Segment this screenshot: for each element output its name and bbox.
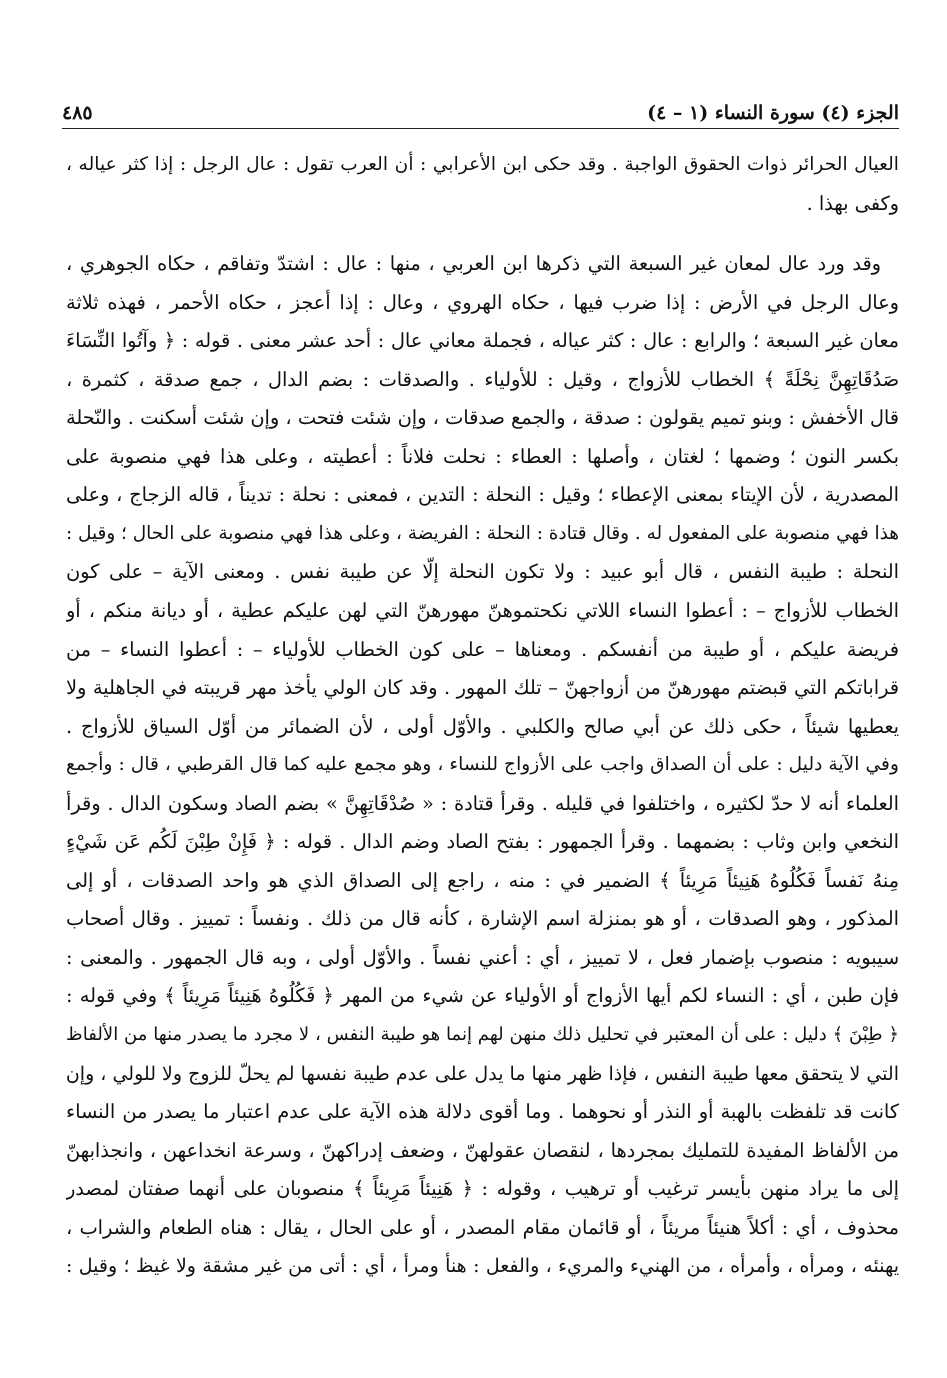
text-line: من الألفاظ المفيدة للتمليك بمجردها ، لنقصان عقولهنّ ، وضعف إدراكهنّ ، وسرعة انخداعهن ، وانجذابهنّ: [66, 1138, 899, 1162]
text-line: إلى ما يراد منهن بأيسر ترغيب أو ترهيب ، وقوله : ﴿ هَنِيئاً مَرِيئاً ﴾ منصوبان على أنهما صفتان لمصدر: [66, 1177, 899, 1201]
text-line: محذوف ، أي : أكلاً هنيئاً مريئاً ، أو قائمان مقام المصدر ، أو على الحال ، يقال : هناه الطعام والشراب ،: [66, 1215, 899, 1239]
text-line: معان غير السبعة ؛ والرابع : عال : كثر عياله ، فجملة معاني عال : أحد عشر معنى . قوله : ﴿ وآتُوا النِّسَاءَ: [66, 329, 899, 353]
text-line: النحلة : طيبة النفس ، قال أبو عبيد : ولا تكون النحلة إلّا عن طيبة نفس . ومعنى الآية – على كون: [66, 560, 899, 584]
text-line: مِنهُ نَفساً فَكُلُوهُ هَنِيئاً مَرِيئاً ﴾ الضمير في : منه ، راجع إلى الصداق الذي هو واحد الصدقات ، أو إلى: [66, 868, 899, 892]
text-line: وكفى بهذا .: [806, 191, 899, 215]
text-line: ﴿ طِبْنَ ﴾ دليل : على أن المعتبر في تحليل ذلك منهن لهم إنما هو طيبة النفس ، لا مجرد ما يصدر منها من الألفاظ: [66, 1024, 899, 1046]
page-number: ٤٨٥: [62, 102, 93, 124]
body-text: [66, 146, 899, 1286]
text-line: كانت قد تلفظت بالهبة أو النذر أو نحوهما . وما أقوى دلالة هذه الآية على عدم اعتبار ما يصدر من النساء: [66, 1100, 899, 1124]
text-line: المذكور ، وهو الصدقات ، أو هو بمنزلة اسم الإشارة ، كأنه قال من ذلك . ونفساً : تمييز . وقال أصحاب: [66, 907, 899, 931]
text-line: وقد ورد عال لمعان غير السبعة التي ذكرها ابن العربي ، منها : عال : اشتدّ وتفاقم ، حكاه الجوهري ،: [66, 252, 881, 276]
text-line: قراباتكم التي قبضتم مهورهنّ من أزواجهنّ – تلك المهور . وقد كان الولي يأخذ مهر قريبته في الجاهلية ولا: [66, 676, 899, 700]
text-line: وعال الرجل في الأرض : إذا ضرب فيها ، حكاه الهروي ، وعال : إذا أعجز ، حكاه الأحمر ، فهذه ثلاثة: [66, 290, 899, 314]
running-title: الجزء (٤) سورة النساء (١ – ٤): [647, 102, 899, 124]
text-line: العلماء أنه لا حدّ لكثيره ، واختلفوا في قليله . وقرأ قتادة : « صُدْقَاتِهِنَّ » بضم الصاد وسكون الدال . وقرأ: [66, 791, 899, 815]
text-line: فريضة عليكم ، أو طيبة من أنفسكم . ومعناها – على كون الخطاب للأولياء – : أعطوا النساء – من: [66, 637, 899, 661]
text-line: سيبويه : منصوب بإضمار فعل ، لا تمييز ، أي : أعني نفساً . والأوّل أولى ، وبه قال الجمهور . والمعنى :: [66, 945, 899, 969]
text-line: يعطيها شيئاً ، حكى ذلك عن أبي صالح والكلبي . والأوّل أولى ، لأن الضمائر من أوّل السياق للأزواج .: [66, 714, 899, 738]
header-divider: [62, 128, 899, 129]
text-line: فإن طبن ، أي : النساء لكم أيها الأزواج أو الأولياء عن شيء من المهر ﴿ فَكُلُوهُ هَنِيئاً مَرِيئاً ﴾ وفي قوله :: [66, 984, 899, 1008]
text-line: هذا فهي منصوبة على المفعول له . وقال قتادة : النحلة : الفريضة ، وعلى هذا فهي منصوبة على الحال ؛ وقيل :: [66, 522, 899, 544]
text-line: الخطاب للأزواج – : أعطوا النساء اللاتي نكحتموهنّ مهورهنّ التي لهن عليكم عطية ، أو ديانة منكم ، أو: [66, 599, 899, 623]
text-line: بكسر النون ؛ وضمها ؛ لغتان ، وأصلها : العطاء : نحلت فلاناً : أعطيته ، وعلى هذا فهي منصوبة على: [66, 444, 899, 468]
text-line: وفي الآية دليل : على أن الصداق واجب على الأزواج للنساء ، وهو مجمع عليه كما قال القرطبي ، قال : وأجمع: [66, 754, 899, 776]
page-header: [62, 92, 899, 124]
text-line: صَدُقَاتِهِنَّ نِحْلَةً ﴾ الخطاب للأزواج ، وقيل : للأولياء . والصدقات : بضم الدال ، جمع صدقة ، كثمرة ،: [66, 367, 899, 391]
text-line: النخعي وابن وثاب : بضمهما . وقرأ الجمهور : بفتح الصاد وضم الدال . قوله : ﴿ فَإِنْ طِبْنَ لَكُم عَن شَيْءٍ: [66, 830, 899, 854]
text-line: التي لا يتحقق معها طيبة النفس ، فإذا ظهر منها ما يدل على عدم طيبة نفسها لم يحلّ للزوج ولا للولي ، وإن: [66, 1062, 899, 1085]
text-line: المصدرية ، لأن الإيتاء بمعنى الإعطاء ؛ وقيل : النحلة : التدين ، فمعنى : نحلة : تديناً ، قاله الزجاج ، وعلى: [66, 483, 899, 507]
text-line: قال الأخفش : وبنو تميم يقولون : صدقة ، والجمع صدقات ، وإن شئت فتحت ، وإن شئت أسكنت . والنّحلة: [66, 406, 899, 430]
text-line: العيال الحرائر ذوات الحقوق الواجبة . وقد حكى ابن الأعرابي : أن العرب تقول : عال الرجل : إذا كثر عياله ،: [66, 154, 899, 175]
text-line: يهنئه ، ومرأه ، وأمرأه ، من الهنيء والمريء ، والفعل : هنأ ومرأ ، أي : أتى من غير مشقة ولا غيظ ؛ وقيل :: [66, 1255, 899, 1278]
